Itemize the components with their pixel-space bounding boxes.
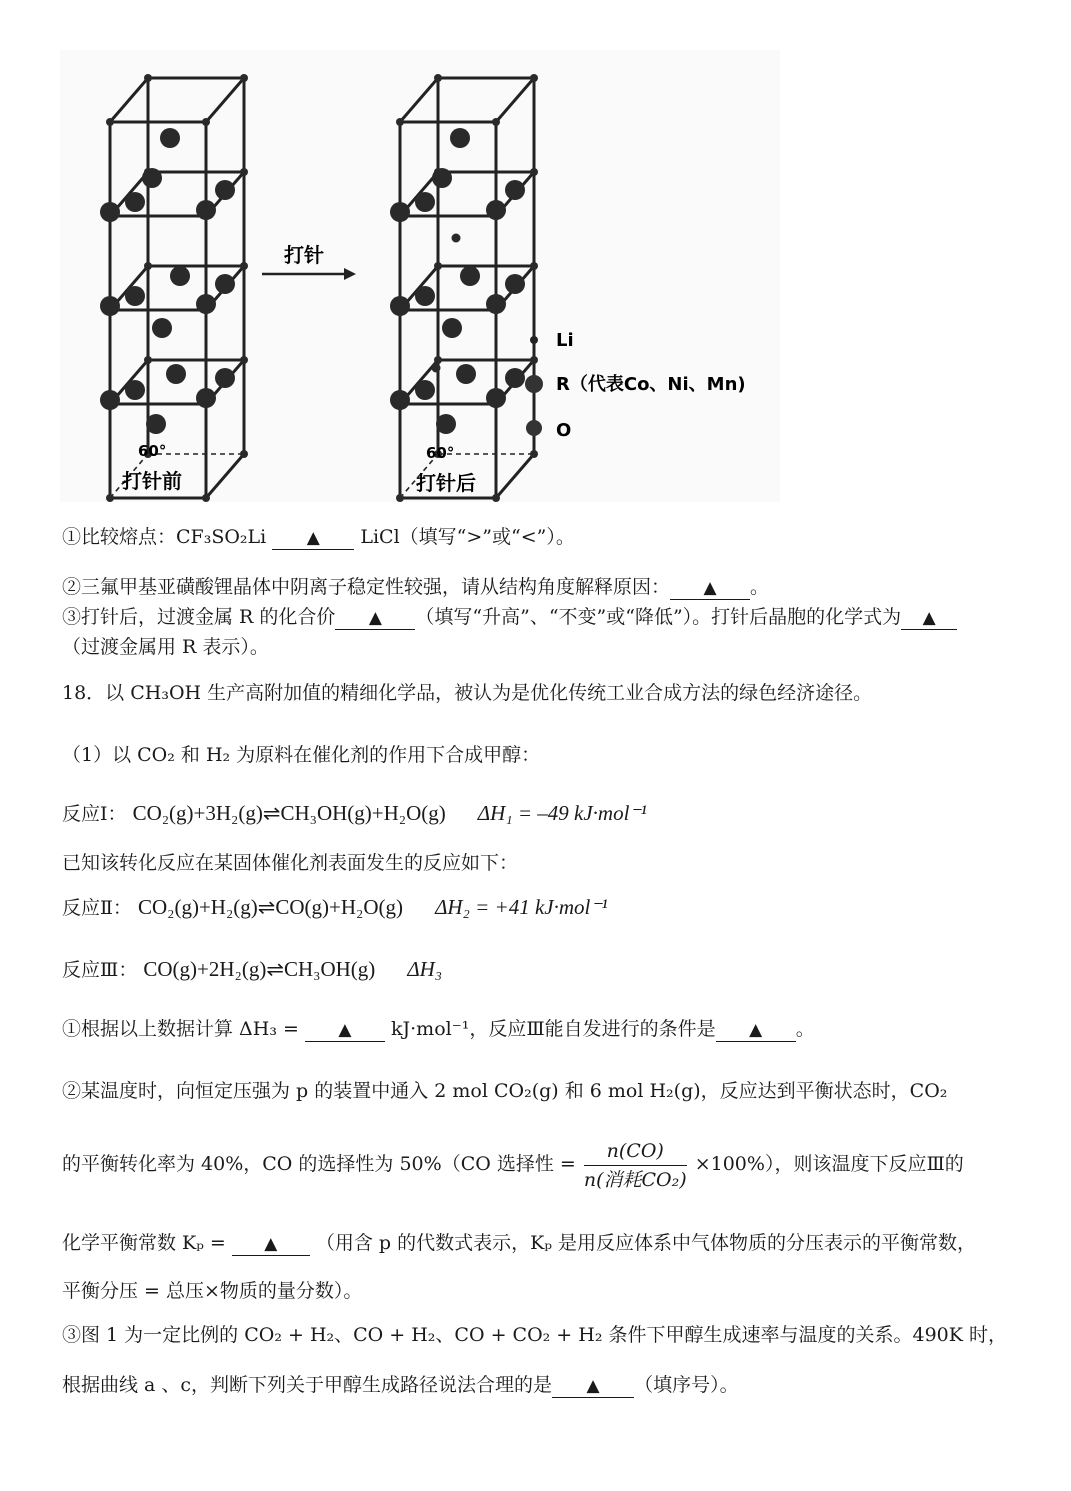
sub-question-3-line-2 [62, 1372, 739, 1398]
reaction-2 [62, 894, 608, 921]
o-atom [196, 200, 216, 220]
li-atom [106, 494, 114, 502]
o-atom [196, 388, 216, 408]
r-atom [166, 364, 186, 384]
angle-label-right: 60° [426, 444, 455, 462]
o-atom [505, 180, 525, 200]
sub2-answer-blank[interactable] [232, 1232, 310, 1256]
li-atom [492, 494, 500, 502]
legend-li-dot [530, 336, 538, 344]
o-atom [125, 192, 145, 212]
triangle-icon: ▲ [586, 1376, 600, 1396]
sub-question-2-line-4: 平衡分压 = 总压×物质的量分数）。 [62, 1280, 363, 1302]
question-3 [62, 604, 957, 630]
reaction-1-enthalpy: ΔH₁ = –49 kJ·mol⁻¹ [477, 801, 647, 825]
triangle-icon: ▲ [338, 1020, 352, 1040]
li-atom [202, 494, 210, 502]
reaction-3 [62, 956, 442, 983]
o-atom [390, 202, 410, 222]
r-atom [450, 128, 470, 148]
triangle-icon: ▲ [306, 528, 320, 548]
sub1-suffix: 。 [795, 1018, 815, 1040]
li-atom [492, 118, 500, 126]
reaction-2-label: 反应Ⅱ： [62, 897, 132, 919]
q1-suffix: LiCl（填写“>”或“<”）。 [360, 526, 575, 548]
q3-answer-blank-1[interactable] [335, 606, 415, 630]
sub2-line2-suffix: ×100%），则该温度下反应Ⅲ的 [694, 1153, 964, 1175]
part-1-title: （1）以 CO₂ 和 H₂ 为原料在催化剂的作用下合成甲醇： [62, 744, 541, 766]
q2-suffix: 。 [750, 576, 770, 598]
question-1 [62, 524, 575, 550]
li-atom [202, 118, 210, 126]
li-atom [240, 356, 248, 364]
li-atom [434, 74, 442, 82]
sub1-answer-blank-2[interactable] [716, 1018, 796, 1042]
triangle-icon: ▲ [264, 1234, 278, 1254]
o-atom [196, 294, 216, 314]
reaction-3-enthalpy: ΔH₃ [407, 957, 443, 981]
o-atom [415, 380, 435, 400]
reaction-2-enthalpy: ΔH₂ = +41 kJ·mol⁻¹ [435, 895, 608, 919]
triangle-icon: ▲ [922, 608, 936, 628]
legend-li-label: Li [556, 330, 574, 351]
li-atom [144, 356, 152, 364]
triangle-icon: ▲ [749, 1020, 763, 1040]
li-atom [144, 262, 152, 270]
q2-prefix: ②三氟甲基亚磺酸锂晶体中阴离子稳定性较强，请从结构角度解释原因： [62, 576, 671, 598]
q1-answer-blank[interactable] [272, 526, 354, 550]
reaction-1 [62, 800, 647, 827]
arrow-label: 打针 [284, 243, 324, 267]
q3-middle: （填写“升高”、“不变”或“降低”）。打针后晶胞的化学式为 [415, 606, 902, 628]
r-atom [432, 168, 452, 188]
li-atom [432, 364, 441, 373]
question-18-stem: 18．以 CH₃OH 生产高附加值的精细化学品，被认为是优化传统工业合成方法的绿色经济途径。 [62, 682, 873, 704]
co-selectivity-fraction [584, 1137, 687, 1194]
li-atom [452, 234, 461, 243]
o-atom [415, 192, 435, 212]
r-atom [160, 128, 180, 148]
reaction-3-label: 反应Ⅲ： [62, 959, 138, 981]
question-3-line-2: （过渡金属用 R 表示）。 [62, 636, 269, 658]
known-statement: 已知该转化反应在某固体催化剂表面发生的反应如下： [62, 852, 519, 874]
li-atom [106, 118, 114, 126]
right-caption: 打针后 [416, 471, 476, 495]
legend-r-label: R（代表Co、Ni、Mn) [556, 374, 746, 395]
li-atom [530, 450, 538, 458]
q3-prefix: ③打针后，过渡金属 R 的化合价 [62, 606, 336, 628]
li-atom [396, 118, 404, 126]
r-atom [460, 266, 480, 286]
o-atom [100, 202, 120, 222]
reaction-1-label: 反应Ⅰ： [62, 803, 127, 825]
r-atom [436, 414, 456, 434]
legend-o-label: O [556, 420, 572, 441]
li-atom [434, 356, 442, 364]
question-2 [62, 574, 769, 600]
o-atom [125, 380, 145, 400]
o-atom [486, 294, 506, 314]
legend-o-dot [526, 420, 542, 436]
o-atom [125, 286, 145, 306]
o-atom [215, 368, 235, 388]
r-atom [456, 364, 476, 384]
triangle-icon: ▲ [368, 608, 382, 628]
sub-question-3-line-1: ③图 1 为一定比例的 CO₂ + H₂、CO + H₂、CO + CO₂ + H₂ 条件下甲醇生成速率与温度的关系。490K 时， [62, 1324, 1007, 1346]
sub2-line3-prefix: 化学平衡常数 Kₚ = [62, 1232, 226, 1254]
sub3-answer-blank[interactable] [552, 1374, 634, 1398]
r-atom [170, 266, 190, 286]
li-atom [240, 262, 248, 270]
li-atom [240, 74, 248, 82]
r-atom [142, 168, 162, 188]
sub2-line2-prefix: 的平衡转化率为 40%，CO 的选择性为 50%（CO 选择性 = [62, 1153, 576, 1175]
o-atom [486, 388, 506, 408]
crystal-cell-diagram [60, 50, 780, 502]
o-atom [505, 274, 525, 294]
li-atom [240, 168, 248, 176]
reaction-1-equation: CO₂(g)+3H₂(g)⇌CH₃OH(g)+H₂O(g) [132, 801, 446, 825]
sub1-answer-blank-1[interactable] [305, 1018, 385, 1042]
crystal-structure-figure [60, 50, 780, 502]
reaction-3-equation: CO(g)+2H₂(g)⇌CH₃OH(g) [143, 957, 376, 981]
sub-question-2-line-1: ②某温度时，向恒定压强为 p 的装置中通入 2 mol CO₂(g) 和 6 mol H₂(g)，反应达到平衡状态时，CO₂ [62, 1080, 948, 1102]
li-atom [396, 494, 404, 502]
r-atom [442, 318, 462, 338]
r-atom [146, 414, 166, 434]
li-atom [530, 262, 538, 270]
sub1-prefix: ①根据以上数据计算 ΔH₃ = [62, 1018, 299, 1040]
angle-label-left: 60° [138, 442, 167, 460]
o-atom [390, 390, 410, 410]
sub3-line2-suffix: （填序号）。 [634, 1374, 739, 1396]
left-caption: 打针前 [122, 469, 182, 493]
li-atom [530, 168, 538, 176]
o-atom [390, 296, 410, 316]
q2-answer-blank[interactable] [670, 576, 750, 600]
r-atom [152, 318, 172, 338]
o-atom [505, 368, 525, 388]
li-atom [530, 356, 538, 364]
sub-question-2-line-2 [62, 1134, 964, 1194]
o-atom [486, 200, 506, 220]
li-atom [240, 450, 248, 458]
li-atom [530, 74, 538, 82]
o-atom [215, 180, 235, 200]
o-atom [215, 274, 235, 294]
sub3-line2-prefix: 根据曲线 a 、c，判断下列关于甲醇生成路径说法合理的是 [62, 1374, 553, 1396]
legend-r-dot [525, 375, 543, 393]
fraction-numerator: n(CO) [584, 1137, 687, 1166]
li-atom [434, 262, 442, 270]
o-atom [415, 286, 435, 306]
triangle-icon: ▲ [703, 578, 717, 598]
q1-prefix: ①比较熔点：CF₃SO₂Li [62, 526, 267, 548]
reaction-2-equation: CO₂(g)+H₂(g)⇌CO(g)+H₂O(g) [137, 895, 404, 919]
q3-answer-blank-2[interactable] [901, 606, 957, 630]
o-atom [100, 390, 120, 410]
sub2-line3-suffix: （用含 p 的代数式表示，Kₚ 是用反应体系中气体物质的分压表示的平衡常数， [315, 1232, 976, 1254]
o-atom [100, 296, 120, 316]
sub-question-1 [62, 1016, 815, 1042]
sub-question-2-line-3 [62, 1230, 976, 1256]
sub1-middle: kJ·mol⁻¹，反应Ⅲ能自发进行的条件是 [391, 1018, 716, 1040]
fraction-denominator: n(消耗CO₂) [583, 1168, 687, 1191]
li-atom [144, 74, 152, 82]
